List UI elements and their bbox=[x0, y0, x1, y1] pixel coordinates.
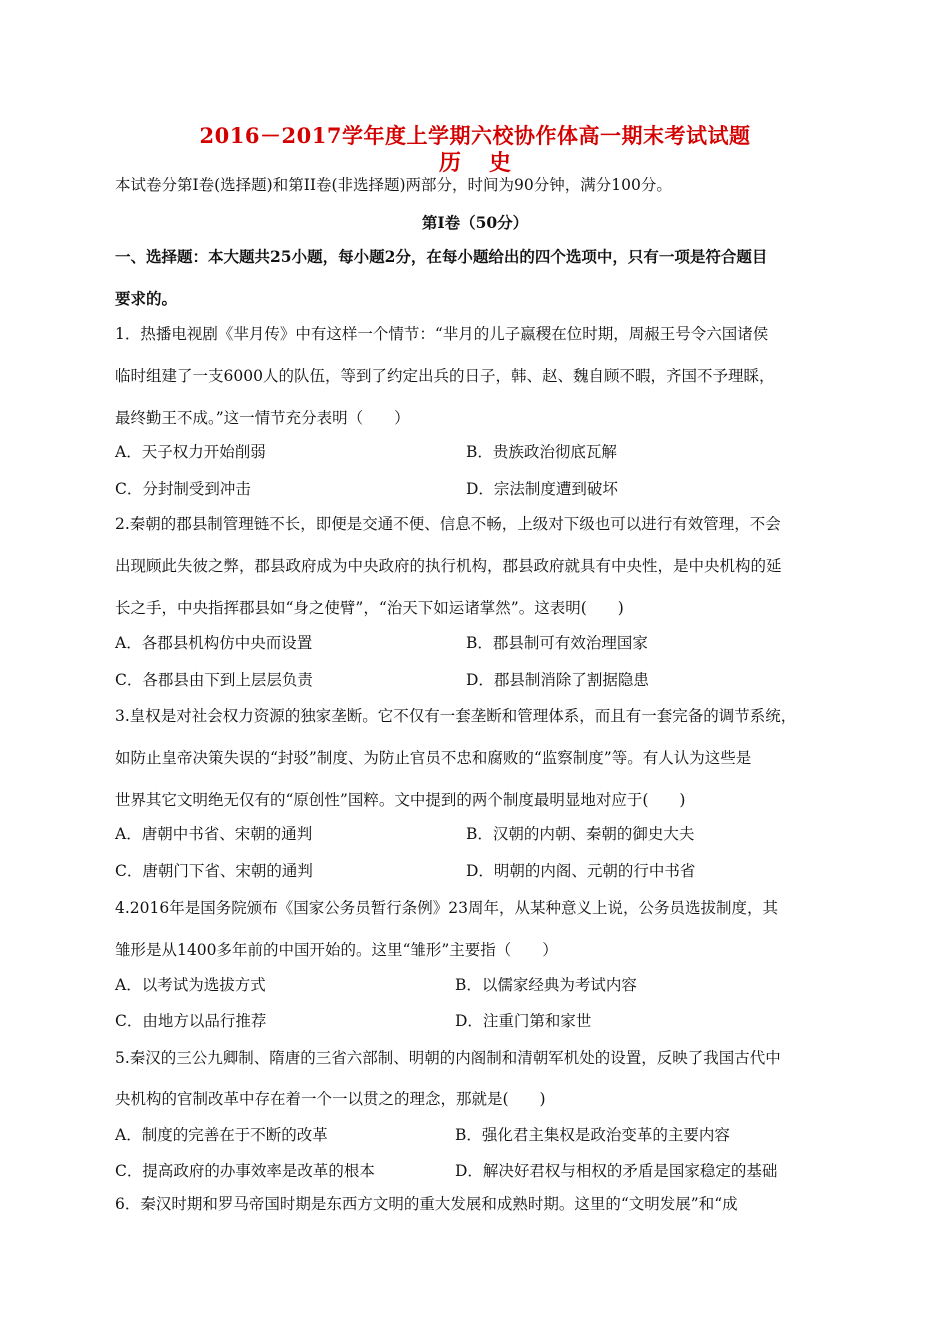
question-4-option-d: D．注重门第和家世 bbox=[455, 1012, 592, 1030]
question-1-option-a: A．天子权力开始削弱 bbox=[115, 443, 266, 461]
question-3-option-a: A．唐朝中书省、宋朝的通判 bbox=[115, 825, 313, 843]
question-5-option-b: B．强化君主集权是政治变革的主要内容 bbox=[455, 1126, 730, 1144]
question-5-line-2: 央机构的官制改革中存在着一个一以贯之的理念，那就是( ) bbox=[115, 1090, 546, 1108]
question-1-line-1: 1．热播电视剧《芈月传》中有这样一个情节：“芈月的儿子嬴稷在位时期，周赧王号令六国诸侯 bbox=[115, 325, 769, 343]
question-1-line-3: 最终勤王不成。”这一情节充分表明（ ） bbox=[115, 409, 410, 427]
instructions-line-2: 要求的。 bbox=[115, 289, 178, 308]
question-3-option-d: D．明朝的内阁、元朝的行中书省 bbox=[466, 862, 696, 880]
question-1-option-c: C．分封制受到冲击 bbox=[115, 480, 251, 498]
question-2-line-2: 出现顾此失彼之弊，郡县政府成为中央政府的执行机构，郡县政府就具有中央性，是中央机构的延 bbox=[115, 557, 782, 575]
question-4-line-2: 雏形是从1400多年前的中国开始的。这里“雏形”主要指（ ） bbox=[115, 941, 558, 959]
section-title: 第Ⅰ卷（50分） bbox=[421, 213, 529, 232]
question-5-line-1: 5.秦汉的三公九卿制、隋唐的三省六部制、明朝的内阁制和清朝军机处的设置，反映了我国古代中 bbox=[115, 1049, 781, 1067]
question-3-line-1: 3.皇权是对社会权力资源的独家垄断。它不仅有一套垄断和管理体系，而且有一套完备的调节系统， bbox=[115, 707, 797, 725]
question-5-option-d: D．解决好君权与相权的矛盾是国家稳定的基础 bbox=[455, 1162, 778, 1180]
question-2-option-c: C．各郡县由下到上层层负责 bbox=[115, 671, 313, 689]
question-1-option-b: B．贵族政治彻底瓦解 bbox=[466, 443, 617, 461]
question-2-line-1: 2.秦朝的郡县制管理链不长，即便是交通不便、信息不畅，上级对下级也可以进行有效管理，不会 bbox=[115, 515, 781, 533]
question-4-option-a: A．以考试为选拔方式 bbox=[115, 976, 266, 994]
question-2-option-b: B．郡县制可有效治理国家 bbox=[466, 634, 648, 652]
question-2-option-a: A．各郡县机构仿中央而设置 bbox=[115, 634, 313, 652]
subject-title: 历史 bbox=[438, 150, 539, 176]
question-3-option-c: C．唐朝门下省、宋朝的通判 bbox=[115, 862, 313, 880]
question-3-line-3: 世界其它文明绝无仅有的“原创性”国粹。文中提到的两个制度最明显地对应于( ) bbox=[115, 791, 686, 809]
question-3-option-b: B．汉朝的内朝、秦朝的御史大夫 bbox=[466, 825, 695, 843]
question-4-option-b: B．以儒家经典为考试内容 bbox=[455, 976, 637, 994]
question-5-option-c: C．提高政府的办事效率是改革的根本 bbox=[115, 1162, 375, 1180]
question-6-line-1: 6．秦汉时期和罗马帝国时期是东西方文明的重大发展和成熟时期。这里的“文明发展”和“成 bbox=[115, 1195, 738, 1213]
question-4-line-1: 4.2016年是国务院颁布《国家公务员暂行条例》23周年，从某种意义上说，公务员选拔制度，其 bbox=[115, 899, 778, 917]
intro-text: 本试卷分第Ⅰ卷(选择题)和第II卷(非选择题)两部分，时间为90分钟，满分100分。 bbox=[115, 176, 672, 194]
question-2-option-d: D．郡县制消除了割据隐患 bbox=[466, 671, 649, 689]
instructions-line-1: 一、选择题：本大题共25小题，每小题2分，在每小题给出的四个选项中，只有一项是符合题目 bbox=[115, 247, 768, 266]
question-5-option-a: A．制度的完善在于不断的改革 bbox=[115, 1126, 328, 1144]
exam-title: 2016－2017学年度上学期六校协作体高一期末考试试题 bbox=[199, 123, 751, 148]
question-1-option-d: D．宗法制度遭到破坏 bbox=[466, 480, 618, 498]
question-2-line-3: 长之手，中央指挥郡县如“身之使臂”，“治天下如运诸掌然”。这表明( ) bbox=[115, 599, 624, 617]
question-3-line-2: 如防止皇帝决策失误的“封驳”制度、为防止官员不忠和腐败的“监察制度”等。有人认为这些是 bbox=[115, 749, 752, 767]
question-4-option-c: C．由地方以品行推荐 bbox=[115, 1012, 267, 1030]
question-1-line-2: 临时组建了一支6000人的队伍，等到了约定出兵的日子，韩、赵、魏自顾不暇，齐国不予理睬， bbox=[115, 367, 775, 385]
